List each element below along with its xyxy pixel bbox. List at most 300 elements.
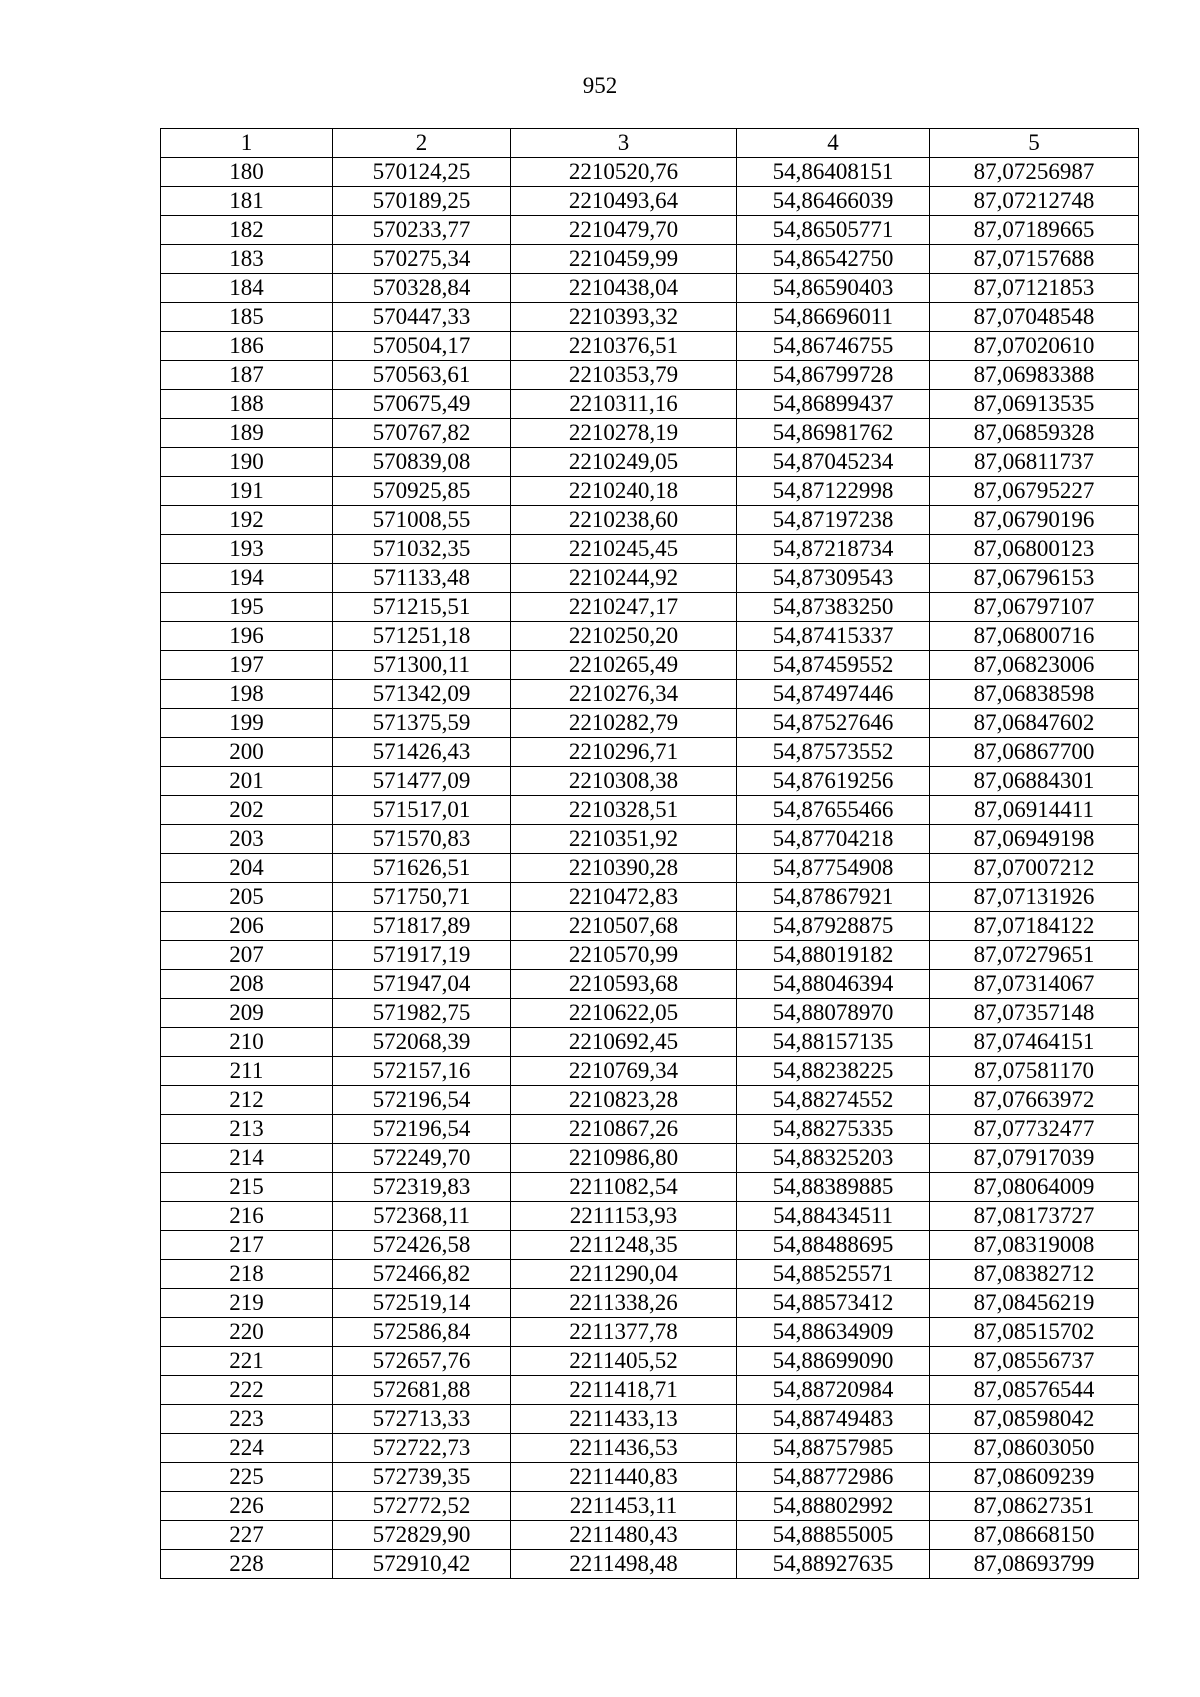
x-coordinate-cell: 572426,58	[333, 1231, 511, 1260]
longitude-cell: 87,06823006	[930, 651, 1139, 680]
point-number-cell: 209	[161, 999, 333, 1028]
column-header: 5	[930, 129, 1139, 158]
latitude-cell: 54,87122998	[737, 477, 930, 506]
latitude-cell: 54,87309543	[737, 564, 930, 593]
table-row	[161, 680, 1139, 709]
point-number-cell: 222	[161, 1376, 333, 1405]
y-coordinate-cell: 2210276,34	[511, 680, 737, 709]
table-row	[161, 1057, 1139, 1086]
table-row	[161, 535, 1139, 564]
table-row	[161, 622, 1139, 651]
point-number-cell: 182	[161, 216, 333, 245]
latitude-cell: 54,88927635	[737, 1550, 930, 1579]
point-number-cell: 216	[161, 1202, 333, 1231]
point-number-cell: 228	[161, 1550, 333, 1579]
latitude-cell: 54,86408151	[737, 158, 930, 187]
y-coordinate-cell: 2210823,28	[511, 1086, 737, 1115]
table-row	[161, 506, 1139, 535]
latitude-cell: 54,87527646	[737, 709, 930, 738]
x-coordinate-cell: 572657,76	[333, 1347, 511, 1376]
longitude-cell: 87,07048548	[930, 303, 1139, 332]
point-number-cell: 217	[161, 1231, 333, 1260]
y-coordinate-cell: 2210479,70	[511, 216, 737, 245]
point-number-cell: 192	[161, 506, 333, 535]
longitude-cell: 87,06838598	[930, 680, 1139, 709]
table-row	[161, 216, 1139, 245]
longitude-cell: 87,07464151	[930, 1028, 1139, 1057]
x-coordinate-cell: 571477,09	[333, 767, 511, 796]
longitude-cell: 87,08609239	[930, 1463, 1139, 1492]
table-row	[161, 1231, 1139, 1260]
x-coordinate-cell: 570447,33	[333, 303, 511, 332]
y-coordinate-cell: 2210308,38	[511, 767, 737, 796]
latitude-cell: 54,88573412	[737, 1289, 930, 1318]
x-coordinate-cell: 570328,84	[333, 274, 511, 303]
coordinates-table	[160, 128, 1139, 1579]
latitude-cell: 54,88488695	[737, 1231, 930, 1260]
longitude-cell: 87,08515702	[930, 1318, 1139, 1347]
latitude-cell: 54,88772986	[737, 1463, 930, 1492]
y-coordinate-cell: 2210328,51	[511, 796, 737, 825]
y-coordinate-cell: 2210507,68	[511, 912, 737, 941]
y-coordinate-cell: 2210570,99	[511, 941, 737, 970]
point-number-cell: 210	[161, 1028, 333, 1057]
point-number-cell: 225	[161, 1463, 333, 1492]
latitude-cell: 54,87459552	[737, 651, 930, 680]
y-coordinate-cell: 2211338,26	[511, 1289, 737, 1318]
point-number-cell: 190	[161, 448, 333, 477]
longitude-cell: 87,08603050	[930, 1434, 1139, 1463]
longitude-cell: 87,07020610	[930, 332, 1139, 361]
longitude-cell: 87,07279651	[930, 941, 1139, 970]
table-row	[161, 361, 1139, 390]
longitude-cell: 87,06800123	[930, 535, 1139, 564]
table-body	[161, 158, 1139, 1579]
longitude-cell: 87,08668150	[930, 1521, 1139, 1550]
x-coordinate-cell: 571750,71	[333, 883, 511, 912]
latitude-cell: 54,88720984	[737, 1376, 930, 1405]
point-number-cell: 211	[161, 1057, 333, 1086]
point-number-cell: 213	[161, 1115, 333, 1144]
point-number-cell: 201	[161, 767, 333, 796]
point-number-cell: 205	[161, 883, 333, 912]
table-row	[161, 738, 1139, 767]
longitude-cell: 87,06914411	[930, 796, 1139, 825]
y-coordinate-cell: 2210390,28	[511, 854, 737, 883]
latitude-cell: 54,87218734	[737, 535, 930, 564]
table-row	[161, 709, 1139, 738]
longitude-cell: 87,07581170	[930, 1057, 1139, 1086]
latitude-cell: 54,88078970	[737, 999, 930, 1028]
x-coordinate-cell: 571215,51	[333, 593, 511, 622]
table-row	[161, 999, 1139, 1028]
point-number-cell: 197	[161, 651, 333, 680]
x-coordinate-cell: 570767,82	[333, 419, 511, 448]
table-row	[161, 1347, 1139, 1376]
latitude-cell: 54,88757985	[737, 1434, 930, 1463]
point-number-cell: 215	[161, 1173, 333, 1202]
table-row	[161, 1202, 1139, 1231]
table-row	[161, 767, 1139, 796]
x-coordinate-cell: 572368,11	[333, 1202, 511, 1231]
latitude-cell: 54,86466039	[737, 187, 930, 216]
table-row	[161, 1434, 1139, 1463]
latitude-cell: 54,87619256	[737, 767, 930, 796]
longitude-cell: 87,06913535	[930, 390, 1139, 419]
x-coordinate-cell: 572319,83	[333, 1173, 511, 1202]
point-number-cell: 198	[161, 680, 333, 709]
x-coordinate-cell: 572249,70	[333, 1144, 511, 1173]
latitude-cell: 54,87704218	[737, 825, 930, 854]
point-number-cell: 194	[161, 564, 333, 593]
point-number-cell: 184	[161, 274, 333, 303]
y-coordinate-cell: 2210472,83	[511, 883, 737, 912]
y-coordinate-cell: 2211153,93	[511, 1202, 737, 1231]
latitude-cell: 54,87045234	[737, 448, 930, 477]
y-coordinate-cell: 2210376,51	[511, 332, 737, 361]
y-coordinate-cell: 2211480,43	[511, 1521, 737, 1550]
y-coordinate-cell: 2210692,45	[511, 1028, 737, 1057]
latitude-cell: 54,87754908	[737, 854, 930, 883]
x-coordinate-cell: 571375,59	[333, 709, 511, 738]
table-row	[161, 1550, 1139, 1579]
point-number-cell: 202	[161, 796, 333, 825]
point-number-cell: 188	[161, 390, 333, 419]
point-number-cell: 199	[161, 709, 333, 738]
x-coordinate-cell: 572196,54	[333, 1115, 511, 1144]
column-header: 1	[161, 129, 333, 158]
table-row	[161, 1173, 1139, 1202]
table-row	[161, 187, 1139, 216]
x-coordinate-cell: 570925,85	[333, 477, 511, 506]
table-row	[161, 883, 1139, 912]
y-coordinate-cell: 2210353,79	[511, 361, 737, 390]
longitude-cell: 87,06797107	[930, 593, 1139, 622]
latitude-cell: 54,86746755	[737, 332, 930, 361]
y-coordinate-cell: 2210520,76	[511, 158, 737, 187]
latitude-cell: 54,87497446	[737, 680, 930, 709]
table-row	[161, 1405, 1139, 1434]
table-row	[161, 912, 1139, 941]
latitude-cell: 54,86981762	[737, 419, 930, 448]
y-coordinate-cell: 2211436,53	[511, 1434, 737, 1463]
longitude-cell: 87,08173727	[930, 1202, 1139, 1231]
latitude-cell: 54,87197238	[737, 506, 930, 535]
y-coordinate-cell: 2210282,79	[511, 709, 737, 738]
table-row	[161, 1376, 1139, 1405]
x-coordinate-cell: 572196,54	[333, 1086, 511, 1115]
table-row	[161, 1086, 1139, 1115]
table-row	[161, 941, 1139, 970]
longitude-cell: 87,07157688	[930, 245, 1139, 274]
longitude-cell: 87,06796153	[930, 564, 1139, 593]
y-coordinate-cell: 2210296,71	[511, 738, 737, 767]
x-coordinate-cell: 572586,84	[333, 1318, 511, 1347]
y-coordinate-cell: 2211290,04	[511, 1260, 737, 1289]
latitude-cell: 54,88275335	[737, 1115, 930, 1144]
point-number-cell: 223	[161, 1405, 333, 1434]
point-number-cell: 207	[161, 941, 333, 970]
table-row	[161, 593, 1139, 622]
longitude-cell: 87,08382712	[930, 1260, 1139, 1289]
table-row	[161, 1318, 1139, 1347]
longitude-cell: 87,07121853	[930, 274, 1139, 303]
y-coordinate-cell: 2210593,68	[511, 970, 737, 999]
point-number-cell: 221	[161, 1347, 333, 1376]
x-coordinate-cell: 572681,88	[333, 1376, 511, 1405]
x-coordinate-cell: 571300,11	[333, 651, 511, 680]
latitude-cell: 54,87573552	[737, 738, 930, 767]
table-row	[161, 796, 1139, 825]
y-coordinate-cell: 2210867,26	[511, 1115, 737, 1144]
point-number-cell: 227	[161, 1521, 333, 1550]
x-coordinate-cell: 571626,51	[333, 854, 511, 883]
table-row	[161, 274, 1139, 303]
x-coordinate-cell: 570504,17	[333, 332, 511, 361]
table-row	[161, 651, 1139, 680]
table-row	[161, 245, 1139, 274]
x-coordinate-cell: 571947,04	[333, 970, 511, 999]
point-number-cell: 200	[161, 738, 333, 767]
table-row	[161, 854, 1139, 883]
table-row	[161, 477, 1139, 506]
y-coordinate-cell: 2210245,45	[511, 535, 737, 564]
y-coordinate-cell: 2210351,92	[511, 825, 737, 854]
table-row	[161, 1521, 1139, 1550]
point-number-cell: 226	[161, 1492, 333, 1521]
y-coordinate-cell: 2210438,04	[511, 274, 737, 303]
y-coordinate-cell: 2211433,13	[511, 1405, 737, 1434]
point-number-cell: 180	[161, 158, 333, 187]
point-number-cell: 189	[161, 419, 333, 448]
y-coordinate-cell: 2210238,60	[511, 506, 737, 535]
longitude-cell: 87,06790196	[930, 506, 1139, 535]
table-row	[161, 332, 1139, 361]
y-coordinate-cell: 2210244,92	[511, 564, 737, 593]
x-coordinate-cell: 572068,39	[333, 1028, 511, 1057]
point-number-cell: 212	[161, 1086, 333, 1115]
longitude-cell: 87,08627351	[930, 1492, 1139, 1521]
point-number-cell: 224	[161, 1434, 333, 1463]
point-number-cell: 186	[161, 332, 333, 361]
x-coordinate-cell: 572519,14	[333, 1289, 511, 1318]
x-coordinate-cell: 572157,16	[333, 1057, 511, 1086]
longitude-cell: 87,07663972	[930, 1086, 1139, 1115]
longitude-cell: 87,06800716	[930, 622, 1139, 651]
table-row	[161, 970, 1139, 999]
x-coordinate-cell: 570675,49	[333, 390, 511, 419]
latitude-cell: 54,88634909	[737, 1318, 930, 1347]
longitude-cell: 87,08319008	[930, 1231, 1139, 1260]
latitude-cell: 54,88855005	[737, 1521, 930, 1550]
point-number-cell: 218	[161, 1260, 333, 1289]
point-number-cell: 185	[161, 303, 333, 332]
longitude-cell: 87,06867700	[930, 738, 1139, 767]
point-number-cell: 203	[161, 825, 333, 854]
y-coordinate-cell: 2210393,32	[511, 303, 737, 332]
y-coordinate-cell: 2211248,35	[511, 1231, 737, 1260]
point-number-cell: 196	[161, 622, 333, 651]
longitude-cell: 87,07184122	[930, 912, 1139, 941]
latitude-cell: 54,88389885	[737, 1173, 930, 1202]
latitude-cell: 54,86505771	[737, 216, 930, 245]
longitude-cell: 87,07256987	[930, 158, 1139, 187]
longitude-cell: 87,08598042	[930, 1405, 1139, 1434]
latitude-cell: 54,88274552	[737, 1086, 930, 1115]
longitude-cell: 87,06847602	[930, 709, 1139, 738]
latitude-cell: 54,86542750	[737, 245, 930, 274]
longitude-cell: 87,06949198	[930, 825, 1139, 854]
longitude-cell: 87,07357148	[930, 999, 1139, 1028]
point-number-cell: 191	[161, 477, 333, 506]
latitude-cell: 54,87928875	[737, 912, 930, 941]
x-coordinate-cell: 571032,35	[333, 535, 511, 564]
longitude-cell: 87,07131926	[930, 883, 1139, 912]
x-coordinate-cell: 570563,61	[333, 361, 511, 390]
longitude-cell: 87,06859328	[930, 419, 1139, 448]
latitude-cell: 54,88525571	[737, 1260, 930, 1289]
y-coordinate-cell: 2210493,64	[511, 187, 737, 216]
latitude-cell: 54,86696011	[737, 303, 930, 332]
table-row	[161, 825, 1139, 854]
point-number-cell: 220	[161, 1318, 333, 1347]
longitude-cell: 87,07189665	[930, 216, 1139, 245]
longitude-cell: 87,08456219	[930, 1289, 1139, 1318]
latitude-cell: 54,88238225	[737, 1057, 930, 1086]
point-number-cell: 206	[161, 912, 333, 941]
latitude-cell: 54,86899437	[737, 390, 930, 419]
y-coordinate-cell: 2211082,54	[511, 1173, 737, 1202]
point-number-cell: 193	[161, 535, 333, 564]
longitude-cell: 87,06811737	[930, 448, 1139, 477]
longitude-cell: 87,06884301	[930, 767, 1139, 796]
latitude-cell: 54,88802992	[737, 1492, 930, 1521]
x-coordinate-cell: 571133,48	[333, 564, 511, 593]
table-row	[161, 1028, 1139, 1057]
latitude-cell: 54,86590403	[737, 274, 930, 303]
longitude-cell: 87,07917039	[930, 1144, 1139, 1173]
point-number-cell: 219	[161, 1289, 333, 1318]
x-coordinate-cell: 570233,77	[333, 216, 511, 245]
y-coordinate-cell: 2210278,19	[511, 419, 737, 448]
x-coordinate-cell: 571517,01	[333, 796, 511, 825]
x-coordinate-cell: 570124,25	[333, 158, 511, 187]
y-coordinate-cell: 2210622,05	[511, 999, 737, 1028]
table-row	[161, 419, 1139, 448]
y-coordinate-cell: 2210769,34	[511, 1057, 737, 1086]
point-number-cell: 183	[161, 245, 333, 274]
x-coordinate-cell: 571342,09	[333, 680, 511, 709]
longitude-cell: 87,07732477	[930, 1115, 1139, 1144]
table-row	[161, 1492, 1139, 1521]
longitude-cell: 87,08064009	[930, 1173, 1139, 1202]
point-number-cell: 208	[161, 970, 333, 999]
table-row	[161, 448, 1139, 477]
column-header: 3	[511, 129, 737, 158]
table-row	[161, 303, 1139, 332]
table-row	[161, 1289, 1139, 1318]
y-coordinate-cell: 2211377,78	[511, 1318, 737, 1347]
x-coordinate-cell: 572910,42	[333, 1550, 511, 1579]
point-number-cell: 204	[161, 854, 333, 883]
x-coordinate-cell: 570275,34	[333, 245, 511, 274]
point-number-cell: 214	[161, 1144, 333, 1173]
longitude-cell: 87,08576544	[930, 1376, 1139, 1405]
x-coordinate-cell: 571917,19	[333, 941, 511, 970]
x-coordinate-cell: 570189,25	[333, 187, 511, 216]
column-header: 2	[333, 129, 511, 158]
column-header: 4	[737, 129, 930, 158]
y-coordinate-cell: 2211405,52	[511, 1347, 737, 1376]
latitude-cell: 54,88325203	[737, 1144, 930, 1173]
table-row	[161, 390, 1139, 419]
y-coordinate-cell: 2210250,20	[511, 622, 737, 651]
latitude-cell: 54,87383250	[737, 593, 930, 622]
x-coordinate-cell: 572722,73	[333, 1434, 511, 1463]
latitude-cell: 54,88699090	[737, 1347, 930, 1376]
latitude-cell: 54,88749483	[737, 1405, 930, 1434]
y-coordinate-cell: 2211440,83	[511, 1463, 737, 1492]
table-row	[161, 158, 1139, 187]
x-coordinate-cell: 572466,82	[333, 1260, 511, 1289]
x-coordinate-cell: 571251,18	[333, 622, 511, 651]
longitude-cell: 87,07314067	[930, 970, 1139, 999]
y-coordinate-cell: 2211453,11	[511, 1492, 737, 1521]
point-number-cell: 195	[161, 593, 333, 622]
point-number-cell: 181	[161, 187, 333, 216]
longitude-cell: 87,06795227	[930, 477, 1139, 506]
y-coordinate-cell: 2210249,05	[511, 448, 737, 477]
point-number-cell: 187	[161, 361, 333, 390]
longitude-cell: 87,07007212	[930, 854, 1139, 883]
latitude-cell: 54,86799728	[737, 361, 930, 390]
x-coordinate-cell: 572772,52	[333, 1492, 511, 1521]
x-coordinate-cell: 571426,43	[333, 738, 511, 767]
x-coordinate-cell: 571570,83	[333, 825, 511, 854]
longitude-cell: 87,08556737	[930, 1347, 1139, 1376]
x-coordinate-cell: 571982,75	[333, 999, 511, 1028]
latitude-cell: 54,88046394	[737, 970, 930, 999]
x-coordinate-cell: 572713,33	[333, 1405, 511, 1434]
table-row	[161, 1144, 1139, 1173]
y-coordinate-cell: 2210311,16	[511, 390, 737, 419]
latitude-cell: 54,87415337	[737, 622, 930, 651]
y-coordinate-cell: 2211418,71	[511, 1376, 737, 1405]
x-coordinate-cell: 571817,89	[333, 912, 511, 941]
table-row	[161, 1463, 1139, 1492]
y-coordinate-cell: 2210247,17	[511, 593, 737, 622]
longitude-cell: 87,06983388	[930, 361, 1139, 390]
y-coordinate-cell: 2210459,99	[511, 245, 737, 274]
y-coordinate-cell: 2210240,18	[511, 477, 737, 506]
y-coordinate-cell: 2210986,80	[511, 1144, 737, 1173]
x-coordinate-cell: 571008,55	[333, 506, 511, 535]
x-coordinate-cell: 570839,08	[333, 448, 511, 477]
latitude-cell: 54,88019182	[737, 941, 930, 970]
latitude-cell: 54,88157135	[737, 1028, 930, 1057]
latitude-cell: 54,88434511	[737, 1202, 930, 1231]
x-coordinate-cell: 572829,90	[333, 1521, 511, 1550]
table-row	[161, 1260, 1139, 1289]
table-row	[161, 1115, 1139, 1144]
x-coordinate-cell: 572739,35	[333, 1463, 511, 1492]
latitude-cell: 54,87655466	[737, 796, 930, 825]
latitude-cell: 54,87867921	[737, 883, 930, 912]
table-header-row	[161, 129, 1139, 158]
longitude-cell: 87,08693799	[930, 1550, 1139, 1579]
page-number: 952	[582, 73, 618, 98]
table-row	[161, 564, 1139, 593]
